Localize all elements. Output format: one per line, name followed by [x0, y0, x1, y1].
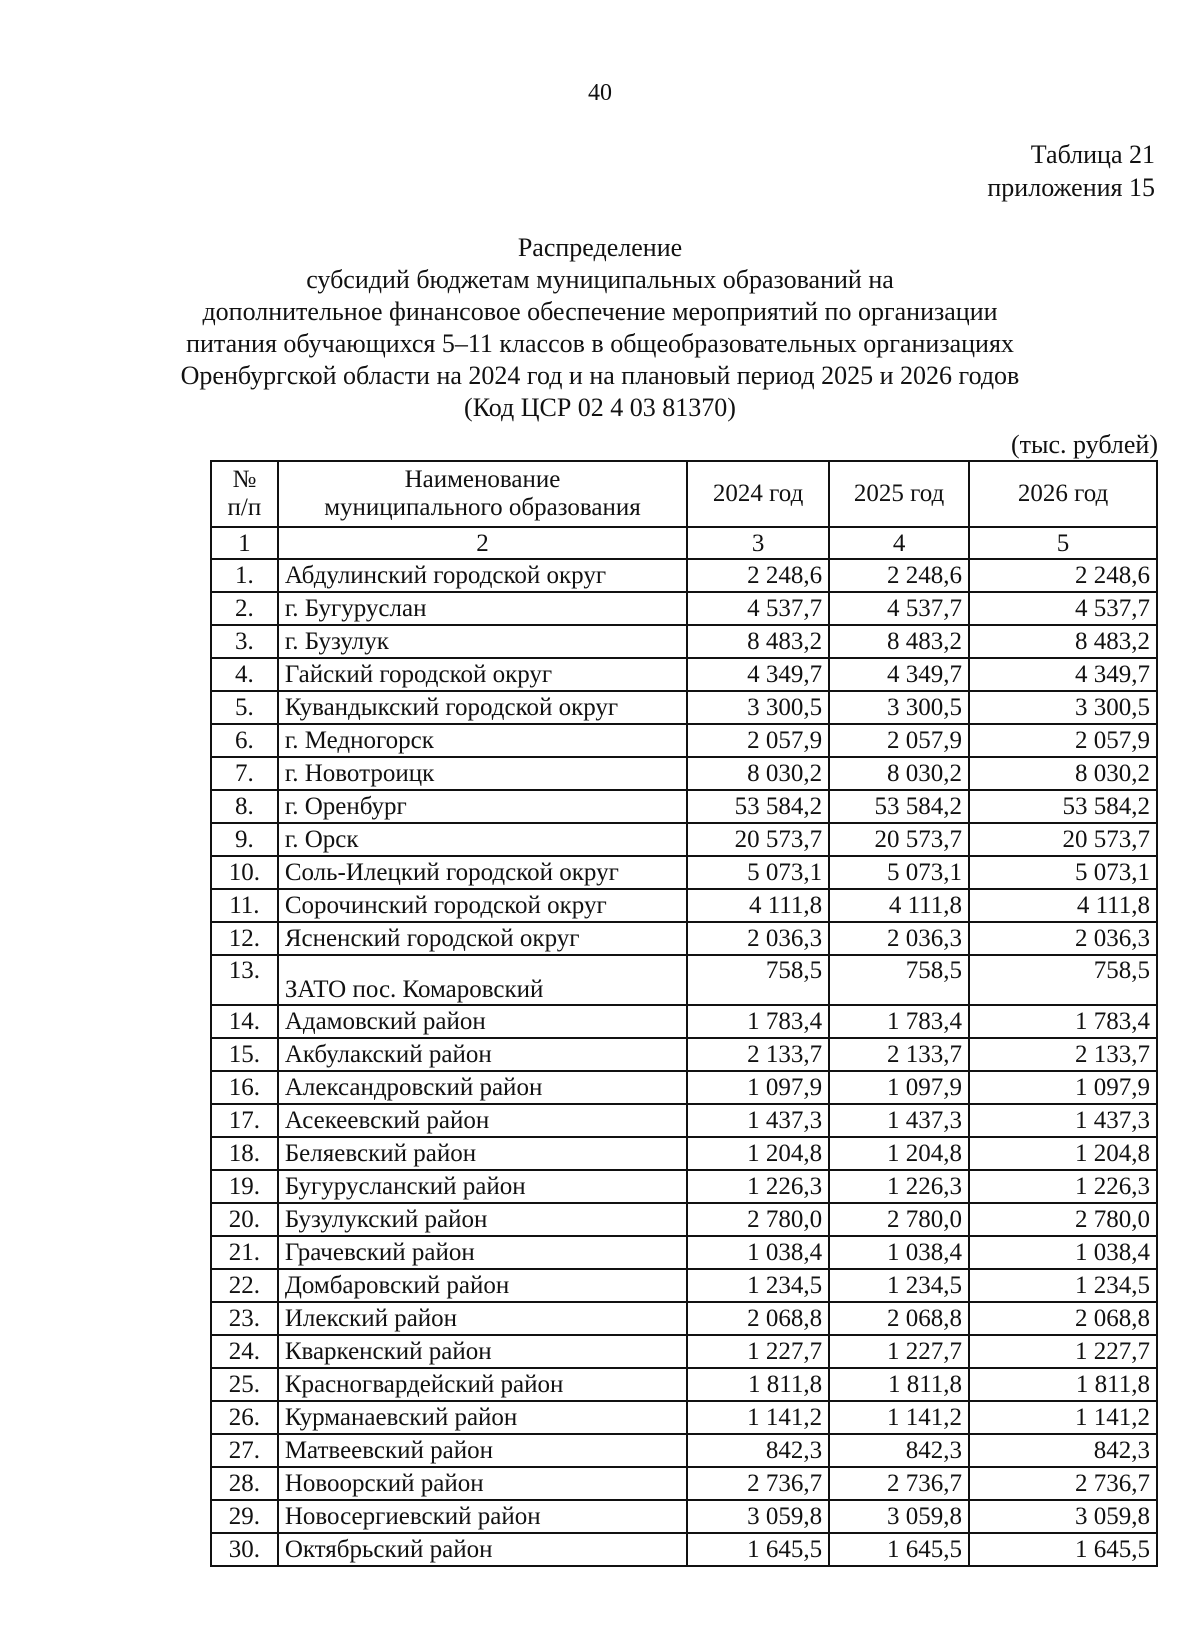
table-row [211, 559, 1157, 592]
municipality-name: Курманаевский район [278, 1401, 687, 1434]
value-2024: 1 226,3 [687, 1170, 829, 1203]
value-2025: 2 068,8 [829, 1302, 969, 1335]
value-2025: 3 059,8 [829, 1500, 969, 1533]
table-row [211, 1137, 1157, 1170]
municipality-name: Красногвардейский район [278, 1368, 687, 1401]
column-number-row [211, 527, 1157, 559]
column-number: 3 [687, 527, 829, 559]
municipality-name: Новоорский район [278, 1467, 687, 1500]
value-2026: 1 811,8 [969, 1368, 1157, 1401]
value-2026: 8 483,2 [969, 625, 1157, 658]
table-row [211, 691, 1157, 724]
row-number: 20. [211, 1203, 278, 1236]
row-number: 19. [211, 1170, 278, 1203]
row-number: 29. [211, 1500, 278, 1533]
municipality-name: Кваркенский район [278, 1335, 687, 1368]
title-line: Распределение [517, 233, 683, 262]
table-row [211, 625, 1157, 658]
document-title [170, 232, 1030, 424]
municipality-name: Матвеевский район [278, 1434, 687, 1467]
value-2025: 842,3 [829, 1434, 969, 1467]
table-row [211, 1236, 1157, 1269]
municipality-name: Сорочинский городской округ [278, 889, 687, 922]
header-2026: 2026 год [969, 461, 1157, 527]
row-number: 9. [211, 823, 278, 856]
municipality-name: Адамовский район [278, 1005, 687, 1038]
row-number: 17. [211, 1104, 278, 1137]
value-2024: 3 059,8 [687, 1500, 829, 1533]
municipality-name: Гайский городской округ [278, 658, 687, 691]
value-2024: 842,3 [687, 1434, 829, 1467]
municipality-name: Октябрьский район [278, 1533, 687, 1566]
municipality-name: г. Бугуруслан [278, 592, 687, 625]
table-row [211, 790, 1157, 823]
value-2026: 53 584,2 [969, 790, 1157, 823]
value-2026: 1 226,3 [969, 1170, 1157, 1203]
header-num [211, 461, 278, 527]
municipality-name: г. Бузулук [278, 625, 687, 658]
municipality-name: г. Медногорск [278, 724, 687, 757]
header-num-line2: п/п [227, 494, 262, 521]
table-row [211, 658, 1157, 691]
value-2026: 8 030,2 [969, 757, 1157, 790]
table-reference [987, 138, 1155, 204]
table-row [211, 1500, 1157, 1533]
value-2026: 20 573,7 [969, 823, 1157, 856]
municipality-name: Бузулукский район [278, 1203, 687, 1236]
header-name [278, 461, 687, 527]
row-number: 12. [211, 922, 278, 955]
municipality-name: Бугурусланский район [278, 1170, 687, 1203]
value-2025: 1 227,7 [829, 1335, 969, 1368]
table-row [211, 856, 1157, 889]
value-2024: 1 811,8 [687, 1368, 829, 1401]
value-2026: 842,3 [969, 1434, 1157, 1467]
value-2024: 1 645,5 [687, 1533, 829, 1566]
table-row [211, 1071, 1157, 1104]
column-number: 2 [278, 527, 687, 559]
row-number: 27. [211, 1434, 278, 1467]
table-row [211, 1005, 1157, 1038]
row-number: 18. [211, 1137, 278, 1170]
title-line: (Код ЦСР 02 4 03 81370) [464, 393, 736, 422]
row-number: 7. [211, 757, 278, 790]
table-row [211, 592, 1157, 625]
value-2026: 758,5 [969, 955, 1157, 1005]
municipality-name: Акбулакский район [278, 1038, 687, 1071]
table-row [211, 1533, 1157, 1566]
header-row [211, 461, 1157, 527]
units-label: (тыс. рублей) [1010, 430, 1158, 459]
value-2024: 3 300,5 [687, 691, 829, 724]
municipality-name: Абдулинский городской округ [278, 559, 687, 592]
table-row [211, 1467, 1157, 1500]
municipality-name: Домбаровский район [278, 1269, 687, 1302]
municipality-name: Асекеевский район [278, 1104, 687, 1137]
row-number: 23. [211, 1302, 278, 1335]
row-number: 1. [211, 559, 278, 592]
value-2026: 3 059,8 [969, 1500, 1157, 1533]
value-2025: 1 204,8 [829, 1137, 969, 1170]
value-2025: 1 097,9 [829, 1071, 969, 1104]
value-2024: 4 111,8 [687, 889, 829, 922]
value-2026: 1 783,4 [969, 1005, 1157, 1038]
subsidy-table [210, 460, 1158, 1567]
value-2025: 1 437,3 [829, 1104, 969, 1137]
value-2026: 2 133,7 [969, 1038, 1157, 1071]
value-2026: 1 437,3 [969, 1104, 1157, 1137]
municipality-name: г. Оренбург [278, 790, 687, 823]
title-line: Оренбургской области на 2024 год и на плановый период 2025 и 2026 годов [180, 361, 1020, 390]
table-row [211, 922, 1157, 955]
value-2024: 4 349,7 [687, 658, 829, 691]
header-2024: 2024 год [687, 461, 829, 527]
table-row [211, 1038, 1157, 1071]
value-2026: 1 038,4 [969, 1236, 1157, 1269]
table-row [211, 823, 1157, 856]
header-2025: 2025 год [829, 461, 969, 527]
value-2025: 8 483,2 [829, 625, 969, 658]
page-number: 40 [588, 80, 612, 106]
row-number: 21. [211, 1236, 278, 1269]
municipality-name: Грачевский район [278, 1236, 687, 1269]
row-number: 16. [211, 1071, 278, 1104]
value-2025: 1 234,5 [829, 1269, 969, 1302]
value-2025: 1 141,2 [829, 1401, 969, 1434]
row-number: 3. [211, 625, 278, 658]
row-number: 24. [211, 1335, 278, 1368]
value-2025: 2 736,7 [829, 1467, 969, 1500]
municipality-name: Беляевский район [278, 1137, 687, 1170]
value-2024: 2 036,3 [687, 922, 829, 955]
title-line: питания обучающихся 5–11 классов в общеобразовательных организациях [186, 329, 1014, 358]
value-2024: 8 030,2 [687, 757, 829, 790]
value-2026: 2 057,9 [969, 724, 1157, 757]
value-2026: 3 300,5 [969, 691, 1157, 724]
row-number: 14. [211, 1005, 278, 1038]
table-body [211, 559, 1157, 1566]
value-2024: 1 204,8 [687, 1137, 829, 1170]
table-row [211, 1170, 1157, 1203]
row-number: 25. [211, 1368, 278, 1401]
municipality-name: Илекский район [278, 1302, 687, 1335]
row-number: 11. [211, 889, 278, 922]
value-2024: 1 783,4 [687, 1005, 829, 1038]
value-2025: 53 584,2 [829, 790, 969, 823]
municipality-name: Соль-Илецкий городской округ [278, 856, 687, 889]
value-2024: 4 537,7 [687, 592, 829, 625]
value-2026: 4 111,8 [969, 889, 1157, 922]
row-number: 2. [211, 592, 278, 625]
value-2026: 5 073,1 [969, 856, 1157, 889]
header-name-line2: муниципального образования [324, 494, 641, 521]
column-number: 4 [829, 527, 969, 559]
row-number: 13. [211, 955, 278, 1005]
value-2026: 1 141,2 [969, 1401, 1157, 1434]
value-2024: 53 584,2 [687, 790, 829, 823]
title-line: субсидий бюджетам муниципальных образований на [306, 265, 894, 294]
value-2026: 1 097,9 [969, 1071, 1157, 1104]
row-number: 28. [211, 1467, 278, 1500]
row-number: 4. [211, 658, 278, 691]
row-number: 8. [211, 790, 278, 823]
row-number: 22. [211, 1269, 278, 1302]
table-row [211, 757, 1157, 790]
value-2024: 1 038,4 [687, 1236, 829, 1269]
value-2024: 20 573,7 [687, 823, 829, 856]
municipality-name: г. Орск [278, 823, 687, 856]
municipality-name: Ясненский городской округ [278, 922, 687, 955]
row-number: 26. [211, 1401, 278, 1434]
value-2025: 4 537,7 [829, 592, 969, 625]
value-2024: 2 068,8 [687, 1302, 829, 1335]
title-line: дополнительное финансовое обеспечение мероприятий по организации [202, 297, 998, 326]
row-number: 15. [211, 1038, 278, 1071]
value-2024: 2 248,6 [687, 559, 829, 592]
municipality-name: ЗАТО пос. Комаровский [278, 955, 687, 1005]
row-number: 5. [211, 691, 278, 724]
value-2026: 2 736,7 [969, 1467, 1157, 1500]
row-number: 30. [211, 1533, 278, 1566]
table-row [211, 1368, 1157, 1401]
table-row [211, 1104, 1157, 1137]
value-2025: 1 645,5 [829, 1533, 969, 1566]
value-2025: 1 783,4 [829, 1005, 969, 1038]
value-2025: 5 073,1 [829, 856, 969, 889]
table-row [211, 1269, 1157, 1302]
value-2026: 2 068,8 [969, 1302, 1157, 1335]
table-row [211, 955, 1157, 1005]
value-2024: 1 097,9 [687, 1071, 829, 1104]
value-2025: 8 030,2 [829, 757, 969, 790]
table-row [211, 724, 1157, 757]
value-2026: 2 036,3 [969, 922, 1157, 955]
value-2024: 1 227,7 [687, 1335, 829, 1368]
table-row [211, 1401, 1157, 1434]
value-2025: 1 226,3 [829, 1170, 969, 1203]
value-2025: 2 133,7 [829, 1038, 969, 1071]
value-2025: 3 300,5 [829, 691, 969, 724]
value-2025: 2 780,0 [829, 1203, 969, 1236]
value-2025: 758,5 [829, 955, 969, 1005]
column-number: 1 [211, 527, 278, 559]
value-2024: 758,5 [687, 955, 829, 1005]
value-2024: 2 133,7 [687, 1038, 829, 1071]
row-number: 6. [211, 724, 278, 757]
value-2026: 1 204,8 [969, 1137, 1157, 1170]
value-2025: 2 036,3 [829, 922, 969, 955]
value-2025: 4 111,8 [829, 889, 969, 922]
value-2025: 2 057,9 [829, 724, 969, 757]
value-2025: 4 349,7 [829, 658, 969, 691]
table-row [211, 1335, 1157, 1368]
value-2024: 1 437,3 [687, 1104, 829, 1137]
value-2024: 1 234,5 [687, 1269, 829, 1302]
municipality-name: Александровский район [278, 1071, 687, 1104]
header-name-line1: Наименование [404, 466, 561, 493]
appendix-label: приложения 15 [987, 173, 1155, 202]
value-2026: 1 227,7 [969, 1335, 1157, 1368]
value-2025: 1 811,8 [829, 1368, 969, 1401]
value-2024: 2 736,7 [687, 1467, 829, 1500]
value-2025: 1 038,4 [829, 1236, 969, 1269]
value-2026: 4 349,7 [969, 658, 1157, 691]
value-2026: 2 248,6 [969, 559, 1157, 592]
value-2025: 2 248,6 [829, 559, 969, 592]
header-num-line1: № [232, 466, 257, 493]
column-number: 5 [969, 527, 1157, 559]
value-2025: 20 573,7 [829, 823, 969, 856]
table-row [211, 1203, 1157, 1236]
value-2026: 1 645,5 [969, 1533, 1157, 1566]
municipality-name: г. Новотроицк [278, 757, 687, 790]
value-2024: 1 141,2 [687, 1401, 829, 1434]
row-number: 10. [211, 856, 278, 889]
table-row [211, 1302, 1157, 1335]
value-2024: 2 057,9 [687, 724, 829, 757]
municipality-name: Новосергиевский район [278, 1500, 687, 1533]
value-2026: 4 537,7 [969, 592, 1157, 625]
value-2026: 2 780,0 [969, 1203, 1157, 1236]
municipality-name: Кувандыкский городской округ [278, 691, 687, 724]
table-row [211, 1434, 1157, 1467]
value-2024: 2 780,0 [687, 1203, 829, 1236]
value-2026: 1 234,5 [969, 1269, 1157, 1302]
value-2024: 5 073,1 [687, 856, 829, 889]
table-row [211, 889, 1157, 922]
value-2024: 8 483,2 [687, 625, 829, 658]
table-label: Таблица 21 [1030, 140, 1155, 169]
